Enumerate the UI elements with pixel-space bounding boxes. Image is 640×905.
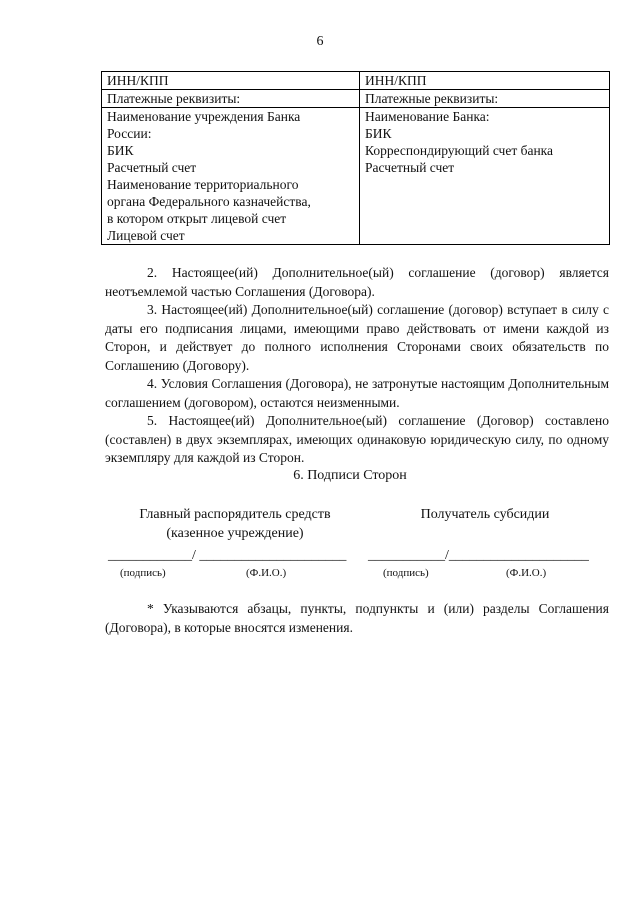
cell-line: БИК bbox=[365, 126, 392, 141]
bank-requisites-table bbox=[101, 71, 610, 245]
recipient-cell bbox=[360, 72, 610, 90]
section-title-signatures: 6. Подписи Сторон bbox=[293, 468, 407, 483]
name-caption-right: (Ф.И.О.) bbox=[506, 567, 547, 579]
agreement-clauses bbox=[105, 264, 609, 468]
cell-line: Платежные реквизиты: bbox=[365, 91, 499, 106]
footnote: * Указываются абзацы, пункты, подпункты и (или) разделы Соглашения (Договора), в которые вносятся изменения. bbox=[105, 601, 609, 635]
cell-line: БИК bbox=[107, 143, 134, 158]
clause-4: 4. Условия Соглашения (Договора), не затронутые настоящим Дополнительным соглашением (договором), остаются неизменными. bbox=[105, 376, 609, 410]
clause-5: 5. Настоящее(ий) Дополнительное(ый) соглашение (Договор) составлено (составлен) в двух экземплярах, имеющих одинаковую юридическую силу, по одному экземпляру для каждой из Сторон. bbox=[105, 413, 609, 465]
cell-line: Наименование Банка: bbox=[365, 109, 490, 124]
signature-caption-right: (подпись) bbox=[383, 567, 429, 579]
recipient-cell bbox=[360, 90, 610, 108]
page-number: 6 bbox=[316, 34, 324, 49]
clause-2: 2. Настоящее(ий) Дополнительное(ый) соглашение (договор) является неотъемлемой частью Соглашения (Договора). bbox=[105, 265, 609, 299]
cell-line: Расчетный счет bbox=[365, 160, 455, 175]
main-manager-signature-line: ____________/ _____________________ bbox=[108, 548, 347, 563]
cell-line: ИНН/КПП bbox=[365, 73, 427, 88]
main-manager-cell bbox=[102, 72, 360, 90]
table-row bbox=[102, 90, 610, 108]
recipient-signature-heading: Получатель субсидии bbox=[420, 507, 550, 522]
cell-line: органа Федерального казначейства, bbox=[107, 194, 311, 209]
recipient-cell bbox=[360, 108, 610, 245]
cell-line: Наименование территориального bbox=[107, 177, 299, 192]
cell-line: в котором открыт лицевой счет bbox=[107, 211, 287, 226]
recipient-signature-line: ___________/____________________ bbox=[368, 548, 589, 563]
signature-caption-left: (подпись) bbox=[120, 567, 166, 579]
main-manager-signature-heading bbox=[110, 505, 360, 543]
cell-line: Наименование учреждения Банка bbox=[107, 109, 301, 124]
name-caption-left: (Ф.И.О.) bbox=[246, 567, 287, 579]
cell-line: Расчетный счет bbox=[107, 160, 197, 175]
clause-3: 3. Настоящее(ий) Дополнительное(ый) соглашение (договор) вступает в силу с даты его подписания лицами, имеющими право действовать от имени каждой из Сторон, и действует до полного исполнения Сторонами своих обязательств по Соглашению (Договору). bbox=[105, 302, 609, 373]
cell-line: России: bbox=[107, 126, 152, 141]
cell-line: Платежные реквизиты: bbox=[107, 91, 241, 106]
main-manager-title: Главный распорядитель средств bbox=[139, 507, 331, 522]
table-row bbox=[102, 72, 610, 90]
main-manager-subtitle: (казенное учреждение) bbox=[166, 526, 304, 541]
main-manager-cell bbox=[102, 90, 360, 108]
cell-line: Корреспондирующий счет банка bbox=[365, 143, 554, 158]
cell-line: ИНН/КПП bbox=[107, 73, 169, 88]
table-row bbox=[102, 108, 610, 245]
main-manager-cell bbox=[102, 108, 360, 245]
cell-line: Лицевой счет bbox=[107, 228, 185, 243]
